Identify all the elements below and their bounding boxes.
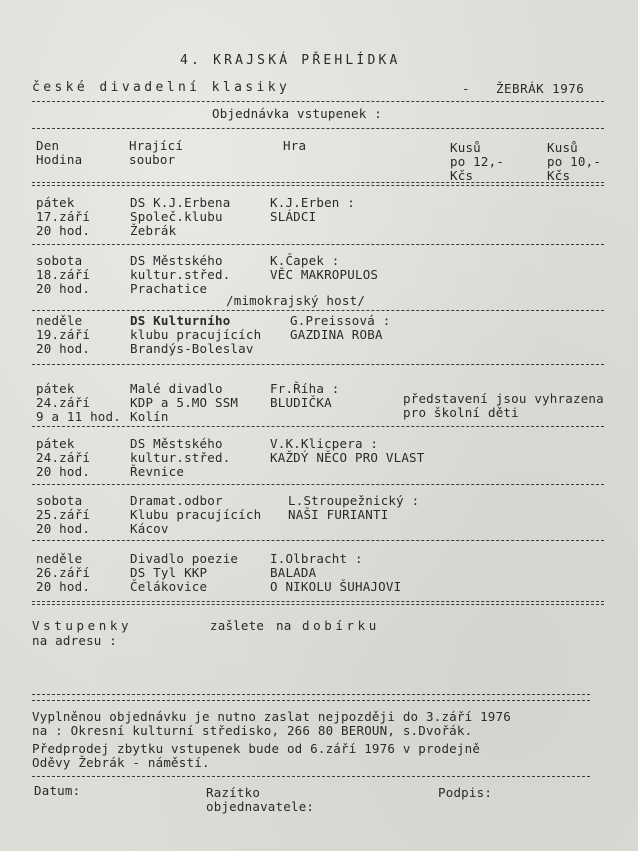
signature-label: Podpis: bbox=[438, 785, 493, 800]
col-ensemble-label: Hrající bbox=[129, 138, 184, 153]
row-day: pátek bbox=[36, 381, 75, 396]
row-ensemble: Řevnice bbox=[130, 464, 185, 479]
row-ensemble: DS Kulturního bbox=[130, 313, 231, 328]
row-day: neděle bbox=[36, 551, 83, 566]
row-title: BALADA bbox=[270, 565, 317, 580]
date-label: Datum: bbox=[34, 783, 81, 798]
stamp-label: Razítko bbox=[206, 785, 261, 800]
festival-place-year: ŽEBRÁK 1976 bbox=[496, 81, 585, 96]
festival-subtitle: české divadelní klasiky bbox=[32, 80, 291, 95]
row-author: K.Čapek : bbox=[270, 253, 340, 268]
send-word-4: dobírku bbox=[302, 618, 380, 633]
row-note: pro školní děti bbox=[403, 405, 519, 420]
send-word-2: zašlete bbox=[210, 618, 265, 633]
row-day: pátek bbox=[36, 436, 75, 451]
row-extra: /mimokrajský host/ bbox=[226, 293, 366, 308]
row-ensemble: Společ.klubu bbox=[130, 209, 223, 224]
row-ensemble: klubu pracujících bbox=[130, 327, 262, 342]
col-pcs10-price: po 10,- bbox=[547, 154, 602, 169]
row-time: 20 hod. bbox=[36, 223, 91, 238]
send-word-3: na bbox=[276, 618, 292, 633]
row-author: K.J.Erben : bbox=[270, 195, 355, 210]
row-day: sobota bbox=[36, 253, 83, 268]
address-label: na adresu : bbox=[32, 633, 117, 648]
row-ensemble: kultur.střed. bbox=[130, 267, 231, 282]
row-ensemble: Čelákovice bbox=[130, 579, 208, 594]
order-heading: Objednávka vstupenek : bbox=[212, 106, 382, 121]
row-ensemble: DS Městského bbox=[130, 253, 223, 268]
row-ensemble: DS Městského bbox=[130, 436, 223, 451]
row-ensemble: Brandýs-Boleslav bbox=[130, 341, 254, 356]
row-ensemble: Kácov bbox=[130, 521, 169, 536]
row-ensemble: Klubu pracujících bbox=[130, 507, 262, 522]
col-hour-label: Hodina bbox=[36, 152, 83, 167]
send-word-1: Vstupenky bbox=[32, 618, 133, 633]
row-date: 24.září bbox=[36, 450, 91, 465]
presale-text: Předprodej zbytku vstupenek bude od 6.září 1976 v prodejně bbox=[32, 741, 481, 756]
row-divider bbox=[32, 484, 604, 485]
row-ensemble: Kolín bbox=[130, 409, 169, 424]
row-author: V.K.Klicpera : bbox=[270, 436, 379, 451]
presale-place: Oděvy Žebrák - náměstí. bbox=[32, 755, 210, 770]
row-title: SLÁDCI bbox=[270, 209, 317, 224]
row-divider bbox=[32, 426, 604, 427]
row-ensemble: Prachatice bbox=[130, 281, 208, 296]
row-divider bbox=[32, 244, 604, 245]
row-date: 18.září bbox=[36, 267, 91, 282]
row-time: 20 hod. bbox=[36, 521, 91, 536]
col-play-label: Hra bbox=[283, 138, 307, 153]
row-date: 24.září bbox=[36, 395, 91, 410]
row-author: I.Olbracht : bbox=[270, 551, 363, 566]
row-title: BLUDIČKA bbox=[270, 395, 332, 410]
row-date: 19.září bbox=[36, 327, 91, 342]
row-title: VĚC MAKROPULOS bbox=[270, 267, 379, 282]
divider bbox=[32, 101, 604, 102]
row-day: pátek bbox=[36, 195, 75, 210]
festival-title: 4. KRAJSKÁ PŘEHLÍDKA bbox=[180, 53, 401, 68]
row-day: sobota bbox=[36, 493, 83, 508]
deadline-address: na : Okresní kulturní středisko, 266 80 BEROUN, s.Dvořák. bbox=[32, 723, 473, 738]
col-ensemble-label-2: soubor bbox=[129, 152, 176, 167]
row-author: G.Preissová : bbox=[290, 313, 391, 328]
address-line bbox=[32, 700, 590, 701]
row-time: 20 hod. bbox=[36, 341, 91, 356]
col-pcs12-label: Kusů bbox=[450, 140, 481, 155]
row-date: 17.září bbox=[36, 209, 91, 224]
row-ensemble: DS Tyl KKP bbox=[130, 565, 208, 580]
row-title: KAŽDÝ NĚCO PRO VLAST bbox=[270, 450, 425, 465]
row-ensemble: Žebrák bbox=[130, 223, 177, 238]
row-divider bbox=[32, 310, 604, 311]
row-ensemble: kultur.střed. bbox=[130, 450, 231, 465]
deadline-text: Vyplněnou objednávku je nutno zaslat nejpozději do 3.září 1976 bbox=[32, 709, 511, 724]
row-date: 26.září bbox=[36, 565, 91, 580]
row-time: 20 hod. bbox=[36, 579, 91, 594]
col-pcs10-currency: Kčs bbox=[547, 168, 571, 183]
col-pcs12-price: po 12,- bbox=[450, 154, 505, 169]
row-ensemble: Dramat.odbor bbox=[130, 493, 223, 508]
col-pcs12-currency: Kčs bbox=[450, 168, 474, 183]
row-ensemble: DS K.J.Erbena bbox=[130, 195, 231, 210]
col-day-label: Den bbox=[36, 138, 60, 153]
row-day: neděle bbox=[36, 313, 83, 328]
row-note: představení jsou vyhrazena bbox=[403, 391, 604, 406]
row-time: 20 hod. bbox=[36, 464, 91, 479]
row-divider bbox=[32, 364, 604, 365]
divider bbox=[32, 776, 590, 777]
row-time: 9 a 11 hod. bbox=[36, 409, 121, 424]
row-ensemble: Malé divadlo bbox=[130, 381, 223, 396]
row-extra: O NIKOLU ŠUHAJOVI bbox=[270, 579, 402, 594]
divider bbox=[32, 128, 604, 129]
row-date: 25.září bbox=[36, 507, 91, 522]
row-ensemble: KDP a 5.MO SSM bbox=[130, 395, 239, 410]
row-time: 20 hod. bbox=[36, 281, 91, 296]
subtitle-dash: - bbox=[462, 81, 470, 96]
stamp-label-2: objednavatele: bbox=[206, 799, 315, 814]
table-bottom-divider bbox=[32, 601, 604, 602]
row-title: GAZDINA ROBA bbox=[290, 327, 383, 342]
header-divider bbox=[32, 182, 604, 183]
row-title: NAŠI FURIANTI bbox=[288, 507, 389, 522]
row-ensemble: Divadlo poezie bbox=[130, 551, 239, 566]
col-pcs10-label: Kusů bbox=[547, 140, 578, 155]
row-divider bbox=[32, 540, 604, 541]
row-author: L.Stroupežnický : bbox=[288, 493, 420, 508]
row-author: Fr.Říha : bbox=[270, 381, 340, 396]
address-line bbox=[32, 694, 590, 695]
